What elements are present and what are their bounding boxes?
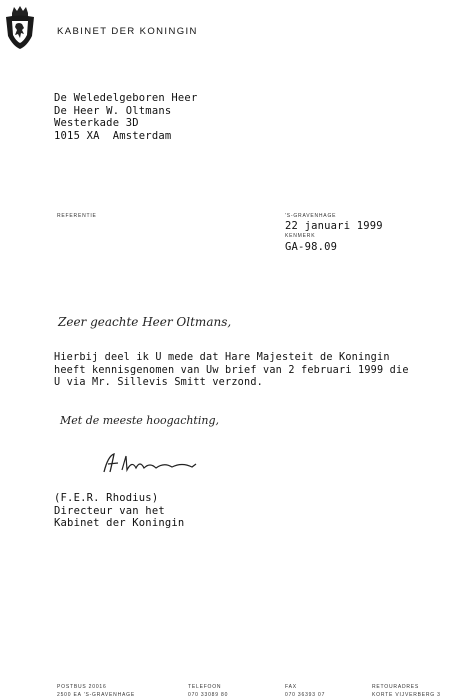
signatory-line: Kabinet der Koningin bbox=[54, 517, 185, 529]
closing-handwritten: Met de meeste hoogachting, bbox=[60, 414, 219, 427]
coat-of-arms-icon bbox=[3, 4, 37, 50]
body-line: Hierbij deel ik U mede dat Hare Majesteit de Koningin bbox=[54, 352, 390, 363]
kenmerk-label: KENMERK bbox=[285, 233, 316, 239]
footer-value: 070 33089 80 bbox=[188, 692, 229, 698]
body-line: U via Mr. Sillevis Smitt verzond. bbox=[54, 377, 264, 388]
signatory-line: Directeur van het bbox=[54, 504, 165, 517]
letter-body bbox=[54, 352, 409, 390]
signatory-block bbox=[54, 492, 184, 530]
recipient-address bbox=[54, 92, 197, 142]
footer-value: KORTE VIJVERBERG 3 bbox=[372, 692, 441, 698]
address-line: 1015 XA Amsterdam bbox=[54, 129, 172, 142]
footer-label: POSTBUS 20016 bbox=[57, 684, 107, 690]
footer-fax bbox=[285, 684, 325, 698]
signature-scribble-icon bbox=[96, 450, 206, 476]
footer-label: FAX bbox=[285, 684, 297, 690]
address-line: Westerkade 3D bbox=[54, 117, 139, 129]
footer-value: 070 36393 07 bbox=[285, 692, 326, 698]
footer-value: 2500 EA 'S-GRAVENHAGE bbox=[57, 692, 135, 698]
footer-retouradres bbox=[372, 684, 441, 698]
referentie-label: REFERENTIE bbox=[57, 213, 97, 219]
footer-label: TELEFOON bbox=[188, 684, 222, 690]
body-line: heeft kennisgenomen van Uw brief van 2 februari 1999 die bbox=[54, 364, 409, 376]
place-label: 'S-GRAVENHAGE bbox=[285, 213, 337, 219]
address-line: De Heer W. Oltmans bbox=[54, 104, 172, 117]
footer-postbus bbox=[57, 684, 135, 698]
kenmerk-value: GA-98.09 bbox=[285, 241, 338, 253]
signatory-line: (F.E.R. Rhodius) bbox=[54, 492, 159, 504]
letter-date: 22 januari 1999 bbox=[285, 220, 383, 232]
salutation-handwritten: Zeer geachte Heer Oltmans, bbox=[58, 315, 232, 329]
footer-telefoon bbox=[188, 684, 228, 698]
address-line: De Weledelgeboren Heer bbox=[54, 92, 198, 104]
footer-label: RETOURADRES bbox=[372, 684, 420, 690]
organization-title: KABINET DER KONINGIN bbox=[57, 26, 198, 37]
